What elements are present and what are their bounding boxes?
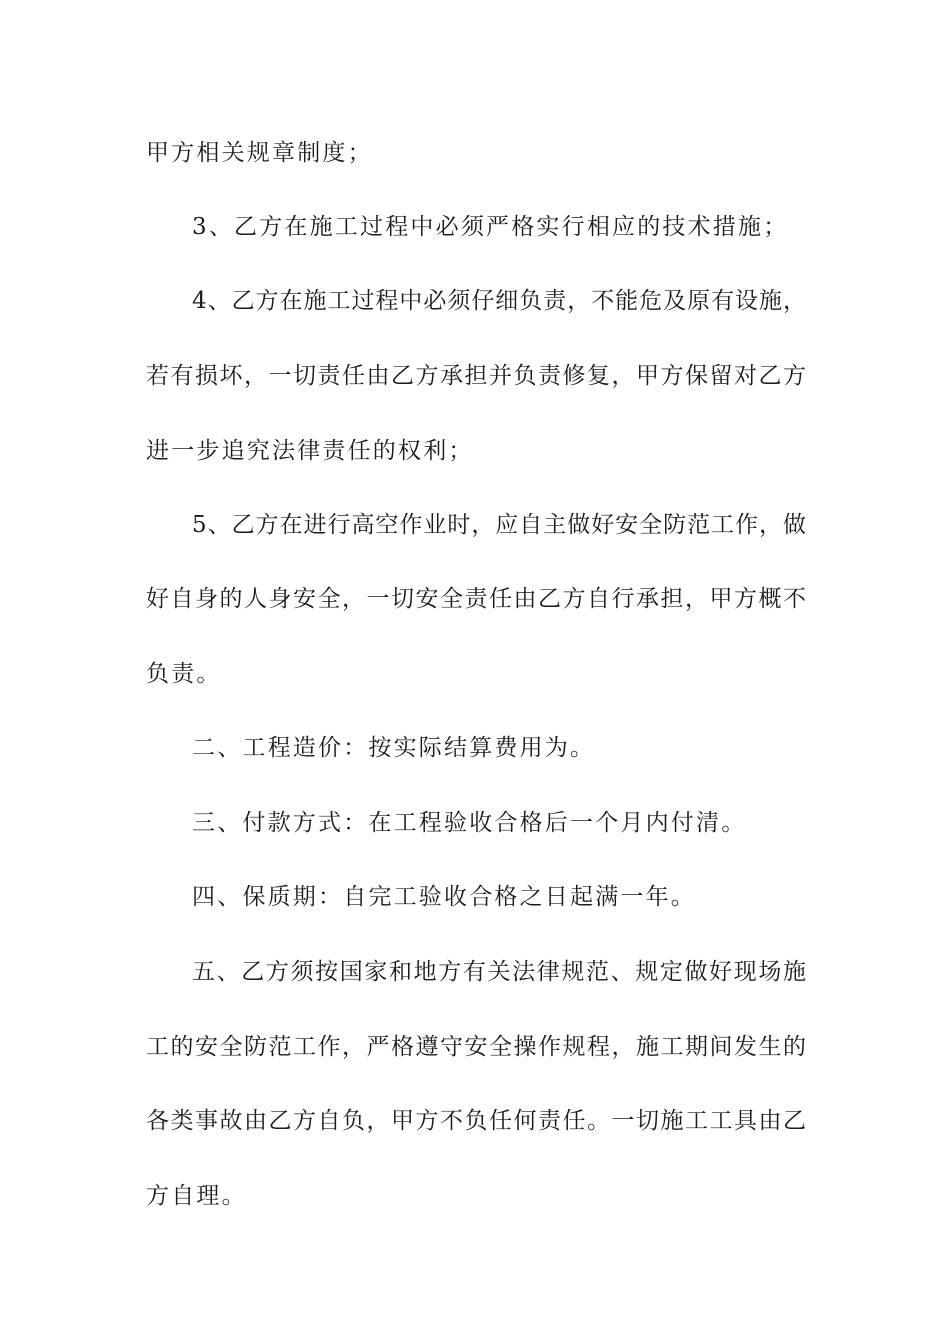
text-line: 5、乙方在进行高空作业时，应自主做好安全防范工作，做 [192,512,806,538]
text-line: 各类事故由乙方自负，甲方不负任何责任。一切施工工具由乙 [146,1108,806,1134]
text-line: 二、工程造价：按实际结算费用为。 [192,735,596,761]
text-line: 好自身的人身安全，一切安全责任由乙方自行承担，甲方概不 [146,586,806,612]
text-line: 进一步追究法律责任的权利； [146,438,474,464]
text-line: 五、乙方须按国家和地方有关法律规范、规定做好现场施 [192,959,806,985]
text-line: 三、付款方式：在工程验收合格后一个月内付清。 [192,810,747,836]
text-line: 负责。 [146,661,222,687]
text-line: 甲方相关规章制度； [146,140,373,166]
text-line: 4、乙方在施工过程中必须仔细负责，不能危及原有设施， [192,288,806,314]
text-line: 方自理。 [146,1183,247,1209]
text-line: 若有损坏，一切责任由乙方承担并负责修复，甲方保留对乙方 [146,363,806,389]
text-line: 3、乙方在施工过程中必须严格实行相应的技术措施； [192,214,789,240]
text-line: 四、保质期：自完工验收合格之日起满一年。 [192,884,696,910]
text-line: 工的安全防范工作，严格遵守安全操作规程，施工期间发生的 [146,1034,806,1060]
